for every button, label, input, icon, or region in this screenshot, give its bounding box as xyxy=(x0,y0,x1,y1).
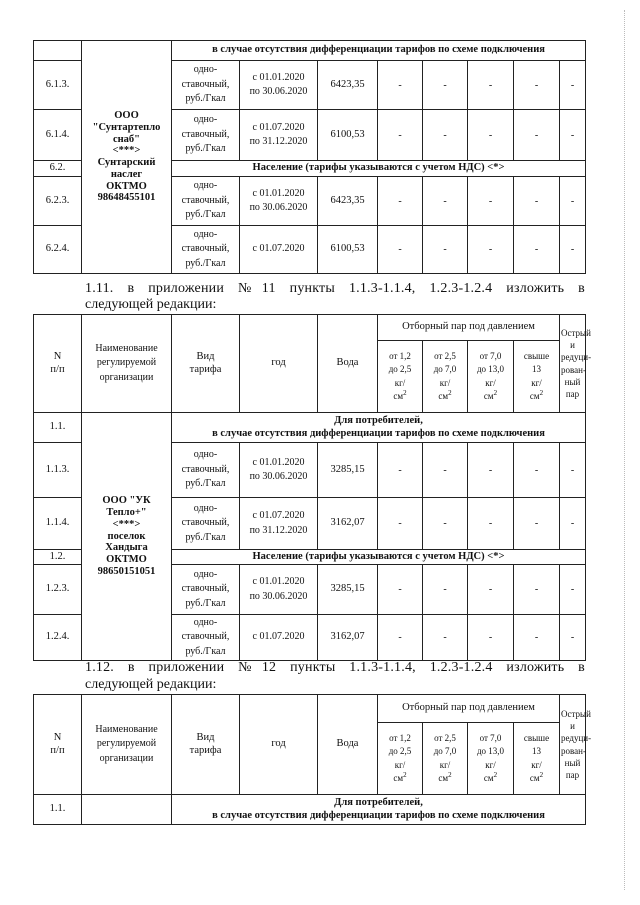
water-value: 3285,15 xyxy=(318,443,378,498)
row-number: 1.1.4. xyxy=(34,498,82,550)
water-value: 3162,07 xyxy=(318,498,378,550)
org-name: Тепло+" xyxy=(106,507,147,519)
period: с 01.07.2020 xyxy=(240,226,318,274)
org-oktmo-label: ОКТМО xyxy=(106,180,147,192)
org-cell xyxy=(82,795,172,825)
period: с 01.01.2020 по 30.06.2020 xyxy=(240,177,318,226)
col-header-pressure-2: от 2,5 до 7,0 кг/ $см^2$ xyxy=(423,723,468,795)
row-number: 6.2.3. xyxy=(34,177,82,226)
water-value: 6100,53 xyxy=(318,226,378,274)
water-value: 6423,35 xyxy=(318,177,378,226)
col-header-pressure-2: от 2,5 до 7,0 кг/ $см^2$ xyxy=(423,341,468,413)
table-cell xyxy=(34,41,82,61)
row-number: 1.2.4. xyxy=(34,615,82,661)
tariff-type: одно- ставочный, руб./Гкал xyxy=(172,498,240,550)
group-label: Население (тарифы указываются с учетом НДС) <*> xyxy=(172,550,586,565)
col-header-pressure-4: свыше 13 кг/ $см^2$ xyxy=(514,723,560,795)
tariff-type: одно- ставочный, руб./Гкал xyxy=(172,61,240,110)
col-header-org: Наименование регулируемой организации xyxy=(82,695,172,795)
col-header-tariff-type: Вид тарифа xyxy=(172,315,240,413)
col-header-steam: Отборный пар под давлением xyxy=(378,315,560,341)
steam-2-5-value: - xyxy=(423,443,468,498)
steam-2-5-value: - xyxy=(423,565,468,615)
group-label: Население (тарифы указываются с учетом НДС) <*> xyxy=(172,161,586,177)
sharp-steam-value: - xyxy=(560,110,586,161)
paragraph-1-12-cont: следующей редакции: xyxy=(85,677,217,692)
steam-13-value: - xyxy=(514,177,560,226)
water-value: 3162,07 xyxy=(318,615,378,661)
tariff-type: одно- ставочный, руб./Гкал xyxy=(172,110,240,161)
col-header-year: год xyxy=(240,695,318,795)
steam-7-0-value: - xyxy=(468,61,514,110)
sharp-steam-value: - xyxy=(560,443,586,498)
steam-13-value: - xyxy=(514,615,560,661)
col-header-tariff-type: Вид тарифа xyxy=(172,695,240,795)
steam-7-0-value: - xyxy=(468,565,514,615)
steam-1-2-value: - xyxy=(378,226,423,274)
group-label: Для потребителей, в случае отсутствия дифференциации тарифов по схеме подключения xyxy=(172,795,586,825)
steam-2-5-value: - xyxy=(423,110,468,161)
steam-2-5-value: - xyxy=(423,226,468,274)
col-header-year: год xyxy=(240,315,318,413)
org-locality: Хандыга xyxy=(105,542,148,554)
col-header-steam: Отборный пар под давлением xyxy=(378,695,560,723)
col-header-pressure-3: от 7,0 до 13,0 кг/ $см^2$ xyxy=(468,341,514,413)
steam-13-value: - xyxy=(514,226,560,274)
period: с 01.01.2020 по 30.06.2020 xyxy=(240,565,318,615)
steam-7-0-value: - xyxy=(468,615,514,661)
row-number: 6.2.4. xyxy=(34,226,82,274)
steam-13-value: - xyxy=(514,443,560,498)
org-footnote: <***> xyxy=(112,518,141,530)
org-locality: наслег xyxy=(110,168,143,180)
col-header-sharp-steam: Острый и редуци- рован- ный пар xyxy=(560,695,586,795)
org-oktmo-code: 98648455101 xyxy=(97,192,156,204)
sharp-steam-value: - xyxy=(560,615,586,661)
steam-13-value: - xyxy=(514,110,560,161)
steam-7-0-value: - xyxy=(468,498,514,550)
paragraph-1-11: 1.11. в приложении №11 пункты 1.1.3-1.1.4, 1.2.3-1.2.4 изложить в xyxy=(85,281,585,296)
period: с 01.07.2020 по 31.12.2020 xyxy=(240,498,318,550)
tariff-type: одно- ставочный, руб./Гкал xyxy=(172,177,240,226)
row-number: 1.1. xyxy=(34,795,82,825)
sharp-steam-value: - xyxy=(560,565,586,615)
row-number: 6.2. xyxy=(34,161,82,177)
sharp-steam-value: - xyxy=(560,226,586,274)
row-number: 1.1.3. xyxy=(34,443,82,498)
steam-1-2-value: - xyxy=(378,498,423,550)
steam-1-2-value: - xyxy=(378,443,423,498)
org-oktmo-label: ОКТМО xyxy=(106,554,147,566)
scan-edge-artifact xyxy=(624,10,626,890)
org-name: ООО "УК xyxy=(102,495,151,507)
col-header-pressure-1: от 1,2 до 2,5 кг/ $см^2$ xyxy=(378,723,423,795)
steam-1-2-value: - xyxy=(378,565,423,615)
period: с 01.01.2020 по 30.06.2020 xyxy=(240,61,318,110)
org-name: "Сунтартепло xyxy=(92,121,161,133)
col-header-number: N п/п xyxy=(34,315,82,413)
col-header-water: Вода xyxy=(318,315,378,413)
org-locality: поселок xyxy=(107,530,146,542)
steam-13-value: - xyxy=(514,565,560,615)
org-cell xyxy=(82,413,172,661)
steam-1-2-value: - xyxy=(378,61,423,110)
steam-2-5-value: - xyxy=(423,177,468,226)
org-oktmo-code: 98650151051 xyxy=(97,565,156,577)
water-value: 6100,53 xyxy=(318,110,378,161)
col-header-pressure-1: от 1,2 до 2,5 кг/ $см^2$ xyxy=(378,341,423,413)
steam-7-0-value: - xyxy=(468,177,514,226)
header-row xyxy=(34,315,586,341)
org-locality: Сунтарский xyxy=(97,157,156,168)
row-number: 1.2.3. xyxy=(34,565,82,615)
tariff-type: одно- ставочный, руб./Гкал xyxy=(172,226,240,274)
period: с 01.01.2020 по 30.06.2020 xyxy=(240,443,318,498)
tariff-type: одно- ставочный, руб./Гкал xyxy=(172,615,240,661)
steam-2-5-value: - xyxy=(423,498,468,550)
group-row xyxy=(34,795,586,825)
row-number: 6.1.3. xyxy=(34,61,82,110)
col-header-number: N п/п xyxy=(34,695,82,795)
period: с 01.07.2020 по 31.12.2020 xyxy=(240,110,318,161)
steam-7-0-value: - xyxy=(468,226,514,274)
steam-2-5-value: - xyxy=(423,61,468,110)
steam-1-2-value: - xyxy=(378,177,423,226)
steam-1-2-value: - xyxy=(378,615,423,661)
sharp-steam-value: - xyxy=(560,177,586,226)
sharp-steam-value: - xyxy=(560,498,586,550)
header-row xyxy=(34,695,586,723)
period: с 01.07.2020 xyxy=(240,615,318,661)
water-value: 6423,35 xyxy=(318,61,378,110)
steam-1-2-value: - xyxy=(378,110,423,161)
steam-13-value: - xyxy=(514,61,560,110)
col-header-water: Вода xyxy=(318,695,378,795)
steam-13-value: - xyxy=(514,498,560,550)
row-number: 1.2. xyxy=(34,550,82,565)
row-number: 6.1.4. xyxy=(34,110,82,161)
row-number: 1.1. xyxy=(34,413,82,443)
tariff-table-appendix-11 xyxy=(33,314,592,661)
col-header-pressure-4: свыше 13 кг/ $см^2$ xyxy=(514,341,560,413)
col-header-org: Наименование регулируемой организации xyxy=(82,315,172,413)
org-cell xyxy=(82,41,172,274)
tariff-type: одно- ставочный, руб./Гкал xyxy=(172,443,240,498)
tariff-table-appendix-10-continued xyxy=(33,40,586,274)
col-header-pressure-3: от 7,0 до 13,0 кг/ $см^2$ xyxy=(468,723,514,795)
subheader: в случае отсутствия дифференциации тарифов по схеме подключения xyxy=(172,41,586,61)
steam-7-0-value: - xyxy=(468,110,514,161)
paragraph-1-11-cont: следующей редакции: xyxy=(85,297,217,312)
tariff-type: одно- ставочный, руб./Гкал xyxy=(172,565,240,615)
group-label: Для потребителей, в случае отсутствия дифференциации тарифов по схеме подключения xyxy=(172,413,586,443)
org-name: ООО xyxy=(114,110,139,121)
paragraph-1-12: 1.12. в приложении №12 пункты 1.1.3-1.1.4, 1.2.3-1.2.4 изложить в xyxy=(85,660,585,675)
org-footnote: <***> xyxy=(112,145,141,157)
steam-7-0-value: - xyxy=(468,443,514,498)
tariff-table-appendix-12 xyxy=(33,694,592,825)
water-value: 3285,15 xyxy=(318,565,378,615)
org-name: снаб" xyxy=(112,133,141,145)
sharp-steam-value: - xyxy=(560,61,586,110)
col-header-sharp-steam: Острый и редуци- рован- ный пар xyxy=(560,315,586,413)
group-row xyxy=(34,413,586,443)
steam-2-5-value: - xyxy=(423,615,468,661)
